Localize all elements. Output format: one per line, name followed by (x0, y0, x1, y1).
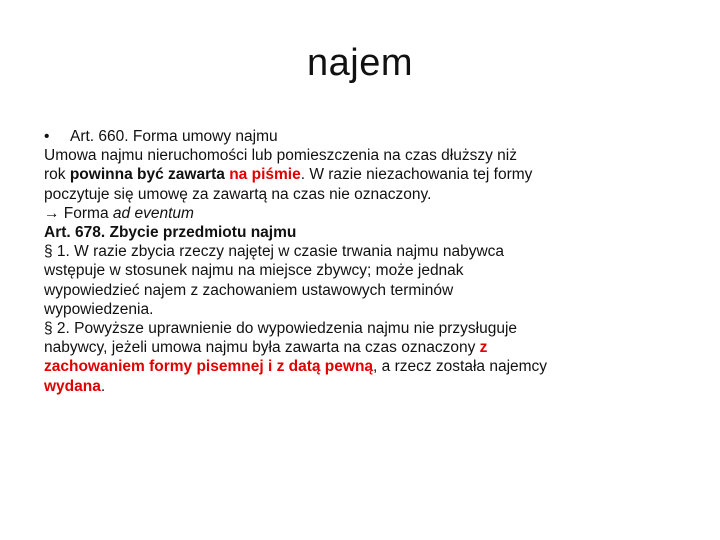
body-line (44, 357, 684, 376)
article-660-heading: Art. 660. Forma umowy najmu (70, 128, 278, 145)
body-line: § 2. Powyższe uprawnienie do wypowiedzenia najmu nie przysługuje (44, 320, 518, 338)
heading-line-art-660 (44, 127, 684, 146)
body-line: wstępuje w stosunek najmu na miejsce zbywcy; może jednak (44, 262, 464, 280)
text-segment: . W razie niezachowania tej formy (300, 166, 533, 184)
text-segment: rok (44, 166, 70, 184)
body-line: Umowa najmu nieruchomości lub pomieszczenia na czas dłuższy niż (44, 147, 517, 165)
body-line (44, 338, 684, 357)
bold-text: powinna być zawarta (69, 166, 225, 184)
text-segment: . (100, 377, 106, 395)
body-line: § 1. W razie zbycia rzeczy najętej w czasie trwania najmu nabywca (44, 243, 505, 261)
body-line: wypowiedzenia. (44, 300, 154, 318)
body-line: poczytuje się umowę za zawartą na czas nie oznaczony. (44, 185, 432, 203)
text-segment: , a rzecz została najemcy (373, 358, 548, 376)
right-arrow-icon: → (44, 204, 60, 222)
highlight-text: zachowaniem formy pisemnej i z datą pewną (44, 358, 374, 376)
body-line (44, 377, 684, 396)
italic-text: ad eventum (112, 204, 194, 222)
highlight-text: z (479, 339, 488, 357)
bullet-icon: • (44, 128, 50, 145)
body-line-arrow (44, 204, 684, 223)
slide-body (44, 127, 684, 396)
body-line (44, 165, 684, 184)
highlight-text: na piśmie (229, 166, 301, 184)
text-segment: nabywcy, jeżeli umowa najmu była zawarta na czas oznaczony (44, 339, 480, 357)
article-678-heading: Art. 678. Zbycie przedmiotu najmu (44, 224, 297, 242)
highlight-text: wydana (44, 377, 101, 395)
slide-title: najem (307, 42, 413, 84)
text-segment: Forma (59, 204, 113, 222)
body-line: wypowiedzieć najem z zachowaniem ustawowych terminów (44, 281, 454, 299)
